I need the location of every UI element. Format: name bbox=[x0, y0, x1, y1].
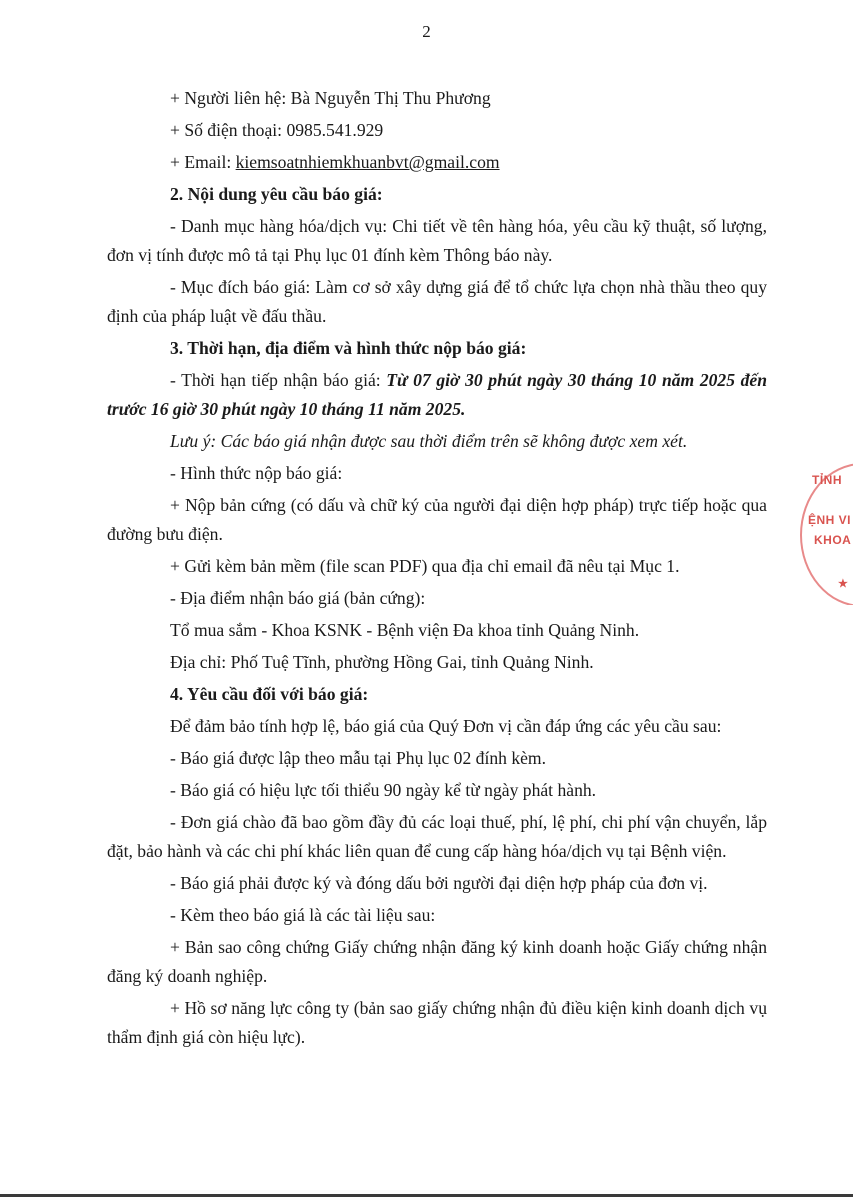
contact-email bbox=[107, 148, 767, 177]
attached-documents-label: - Kèm theo báo giá là các tài liệu sau: bbox=[170, 905, 436, 925]
section-2-heading: 2. Nội dung yêu cầu báo giá: bbox=[170, 184, 383, 204]
page-edge-line bbox=[0, 1194, 853, 1197]
deadline-value: Từ 07 giờ 30 phút ngày 30 tháng 10 năm 2025 đến trước 16 giờ 30 phút ngày 10 tháng 11 năm 2025. bbox=[107, 370, 768, 419]
section-2-item-2: - Mục đích báo giá: Làm cơ sở xây dựng giá để tổ chức lựa chọn nhà thầu theo quy định của pháp luật về đấu thầu. bbox=[107, 277, 767, 326]
contact-person: + Người liên hệ: Bà Nguyễn Thị Thu Phương bbox=[170, 88, 491, 108]
document-body bbox=[107, 84, 767, 1055]
deadline-paragraph bbox=[107, 366, 767, 424]
requirement-3: - Đơn giá chào đã bao gồm đầy đủ các loại thuế, phí, lệ phí, chi phí vận chuyển, lắp đặt, bảo hành và các chi phí khác liên quan để cung cấp hàng hóa/dịch vụ tại Bệnh viện. bbox=[107, 812, 767, 861]
seal-text-1: TỈNH bbox=[812, 473, 842, 487]
submission-address: Địa chỉ: Phố Tuệ Tĩnh, phường Hồng Gai, tỉnh Quảng Ninh. bbox=[170, 652, 594, 672]
email-link[interactable]: kiemsoatnhiemkhuanbvt@gmail.com bbox=[235, 152, 500, 172]
section-2-item-1: - Danh mục hàng hóa/dịch vụ: Chi tiết về tên hàng hóa, yêu cầu kỹ thuật, số lượng, đơn vị tính được mô tả tại Phụ lục 01 đính kèm Thông báo này. bbox=[107, 216, 767, 265]
requirement-4: - Báo giá phải được ký và đóng dấu bởi người đại diện hợp pháp của đơn vị. bbox=[170, 873, 708, 893]
deadline-label: - Thời hạn tiếp nhận báo giá: bbox=[170, 370, 387, 390]
email-label: + Email: bbox=[170, 152, 236, 172]
deadline-note: Lưu ý: Các báo giá nhận được sau thời điểm trên sẽ không được xem xét. bbox=[170, 431, 688, 451]
submission-form-1: + Nộp bản cứng (có dấu và chữ ký của người đại diện hợp pháp) trực tiếp hoặc qua đường bưu điện. bbox=[107, 495, 767, 544]
requirement-1: - Báo giá được lập theo mẫu tại Phụ lục 02 đính kèm. bbox=[170, 748, 547, 768]
seal-star-icon: ★ bbox=[838, 578, 849, 590]
attached-document-2: + Hồ sơ năng lực công ty (bản sao giấy chứng nhận đủ điều kiện kinh doanh dịch vụ thẩm định giá còn hiệu lực). bbox=[107, 998, 767, 1047]
requirement-2: - Báo giá có hiệu lực tối thiểu 90 ngày kể từ ngày phát hành. bbox=[170, 780, 597, 800]
seal-text-2: ỆNH VI bbox=[808, 513, 852, 527]
page-number: 2 bbox=[422, 22, 431, 41]
submission-form-2: + Gửi kèm bản mềm (file scan PDF) qua địa chỉ email đã nêu tại Mục 1. bbox=[170, 556, 680, 576]
submission-form-label: - Hình thức nộp báo giá: bbox=[170, 463, 343, 483]
section-4-heading: 4. Yêu cầu đối với báo giá: bbox=[170, 684, 369, 704]
submission-place: Tổ mua sắm - Khoa KSNK - Bệnh viện Đa khoa tỉnh Quảng Ninh. bbox=[170, 620, 640, 640]
submission-place-label: - Địa điểm nhận báo giá (bản cứng): bbox=[170, 588, 426, 608]
contact-phone: + Số điện thoại: 0985.541.929 bbox=[170, 120, 384, 140]
seal-text-3: KHOA bbox=[814, 533, 852, 547]
section-4-intro: Để đảm bảo tính hợp lệ, báo giá của Quý Đơn vị cần đáp ứng các yêu cầu sau: bbox=[170, 716, 722, 736]
official-seal bbox=[800, 455, 853, 605]
section-3-heading: 3. Thời hạn, địa điểm và hình thức nộp báo giá: bbox=[170, 338, 527, 358]
attached-document-1: + Bản sao công chứng Giấy chứng nhận đăng ký kinh doanh hoặc Giấy chứng nhận đăng ký doanh nghiệp. bbox=[107, 937, 767, 986]
